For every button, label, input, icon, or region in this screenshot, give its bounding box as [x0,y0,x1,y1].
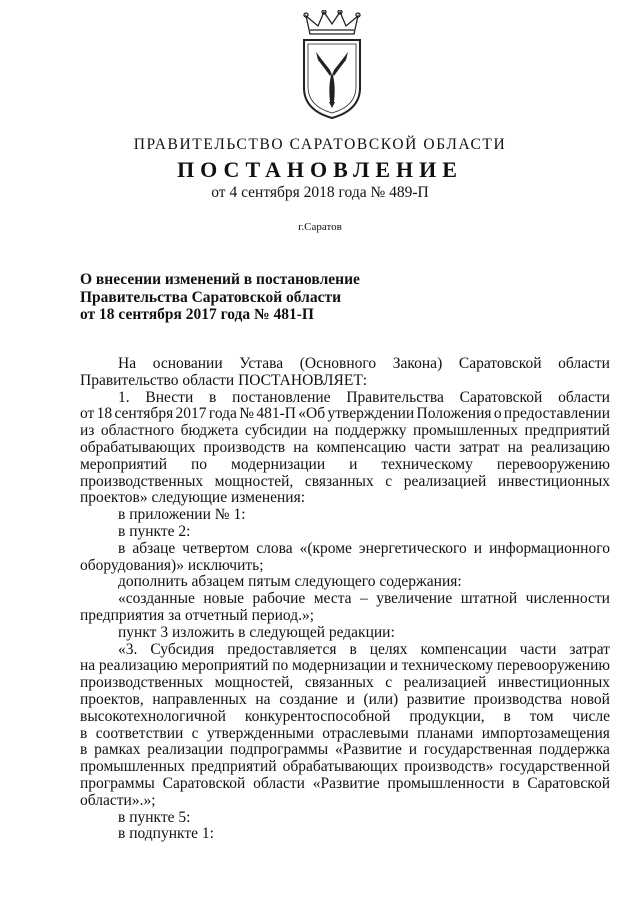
word: техническому [381,455,473,473]
word: по [191,455,208,473]
word: новой [570,690,610,708]
word: и [346,690,355,708]
word: «Развитие [312,774,380,792]
word: Положения [416,405,492,423]
word: промышленных [412,422,518,440]
word: поддержка [539,741,610,759]
word: проектов, [80,690,144,708]
word: поддержку [334,422,407,440]
word: Правительства [346,388,444,406]
word: Саратовской [459,388,543,406]
word: с [385,472,393,490]
word: промышленности [387,774,505,792]
word: новые [203,590,244,608]
word: предоставляется [227,640,337,658]
word: затрат [569,640,610,658]
word: обрабатывающих [80,438,196,456]
word: области [253,774,305,792]
word: (или) [363,690,399,708]
word: энергетического [358,539,467,557]
word: предприятий [524,422,610,440]
body-line [80,591,610,608]
word: абзаце [132,539,176,557]
word: планами [417,724,474,742]
word: информационного [489,539,610,557]
word: места [313,590,352,608]
body-line [80,406,610,423]
word: программы [80,774,155,792]
word: на [507,438,523,456]
word: с [191,724,199,742]
word: производственных [80,674,204,692]
word: штатной [460,590,518,608]
title-line: О внесении изменений в постановление [80,271,360,288]
word: производства [473,690,563,708]
body-line [80,658,610,675]
word: 18 [96,405,113,423]
word: реализацией [403,674,487,692]
word: инвестиционных [497,472,610,490]
body-line: Правительство области ПОСТАНОВЛЯЕТ: [80,371,368,389]
word: целях [369,640,408,658]
word: в [349,640,357,658]
word: с [385,674,393,692]
body-line: в подпункте 1: [118,825,214,843]
word: на [80,657,96,675]
word: государственной [499,758,610,776]
word: Внести [145,388,194,406]
word: 1. [118,388,130,406]
word: субсидии [244,422,307,440]
word: части [519,640,557,658]
word: затрат [458,438,500,456]
word: Саратовской [162,774,246,792]
word: «(кроме [299,539,352,557]
word: конкурентоспособной [244,707,391,725]
title-line: от 18 сентября 2017 года № 481-П [80,306,314,323]
word: том [529,707,554,725]
word: инвестиционных [497,674,610,692]
word: Субсидия [150,640,215,658]
word: из [80,422,95,440]
word: (Основного [299,355,377,372]
word: высокотехнологичной [80,707,226,725]
word: части [414,438,451,456]
word: на [313,422,329,440]
word: связанных [304,674,374,692]
document-date-number: от 4 сентября 2018 года № 489-П [211,184,429,201]
word: направленных [152,690,247,708]
word: перевооружению [496,657,610,675]
word: по [272,657,289,675]
word: развитие [406,690,466,708]
word: в [80,724,88,742]
coat-of-arms-emblem [296,10,368,122]
word: компенсации [420,640,507,658]
body-line [80,541,610,558]
body-line: в пункте 5: [118,808,191,826]
body-line [80,457,610,474]
word: На [118,355,137,372]
body-line [80,675,610,692]
word: Закона) [392,355,443,372]
word: мероприятий [80,455,168,473]
word: «Развитие [334,741,402,759]
word: рабочие [252,590,306,608]
word: «Об [298,405,326,423]
word: «созданные [118,590,195,608]
word: Саратовской [527,774,610,792]
word: мощностей, [214,472,294,490]
document-title [80,271,480,324]
word: связанных [304,472,374,490]
word: в [80,741,88,759]
word: соответствии [95,724,184,742]
word: реализацию [530,438,610,456]
word: и [389,657,398,675]
word: численности [525,590,610,608]
title-line: Правительства Саратовской области [80,288,341,306]
word: импортозамещения [481,724,610,742]
word: промышленных [80,758,186,776]
word: создание [279,690,338,708]
word: года [208,405,237,423]
body-line: предприятия за отчетный период.»; [80,606,315,624]
word: производств» [404,758,494,776]
word: и [349,455,358,473]
body-line [80,440,610,457]
body-line [80,709,610,726]
word: продукции, [409,707,485,725]
word: в [118,539,126,557]
body-line: в пункте 2: [118,522,191,540]
document-body [80,356,610,843]
word: слова [256,539,293,557]
word: на [255,690,271,708]
word: предприятий [191,758,277,776]
word: о [493,405,502,423]
body-line [80,642,610,659]
body-line: в приложении № 1: [118,506,246,524]
document-type: ПОСТАНОВЛЕНИЕ [177,157,463,182]
body-line [80,742,610,759]
word: 2017 [175,405,207,423]
body-line [80,423,610,440]
word: предоставлении [503,405,610,423]
word: реализацию [98,657,178,675]
body-line [80,692,610,709]
word: отраслевыми [322,724,409,742]
word: утверждении [327,405,415,423]
body-line [80,759,610,776]
word: модернизации [231,455,326,473]
word: основании [152,355,223,372]
word: на [293,438,309,456]
word: сентября [114,405,174,423]
word: производств [203,438,286,456]
document-city: г.Саратов [298,221,342,233]
word: реализацией [403,472,487,490]
word: в [503,707,511,725]
word: от [80,405,95,423]
word: модернизации [291,657,387,675]
word: 481-П [256,405,296,423]
word: – [360,590,368,608]
word: государственная [423,741,533,759]
word: области [558,388,610,406]
word: компенсацию [316,438,407,456]
word: областного [100,422,175,440]
body-line: области».»; [80,791,156,809]
word: области [558,355,610,372]
word: Устава [239,355,284,372]
body-line [80,356,610,373]
word: подпрограммы [229,741,329,759]
word: утвержденными [206,724,314,742]
body-line [80,474,610,491]
word: в [512,774,520,792]
word: производственных [80,472,204,490]
word: «3. [118,640,138,658]
body-line [80,390,610,407]
word: четвертом [182,539,250,557]
body-line [80,726,610,743]
word: техническому [401,657,494,675]
word: и [408,741,417,759]
word: бюджета [180,422,239,440]
word: Саратовской [458,355,542,372]
word: рамках [94,741,141,759]
word: постановление [232,388,331,406]
word: № [239,405,255,423]
body-line: оборудования)» исключить; [80,556,264,574]
body-line [80,776,610,793]
word: мощностей, [214,674,294,692]
government-name: ПРАВИТЕЛЬСТВО САРАТОВСКОЙ ОБЛАСТИ [133,136,507,153]
body-line: дополнить абзацем пятым следующего содержания: [118,573,462,591]
word: мероприятий [181,657,269,675]
word: и [473,539,483,557]
word: обрабатывающих [282,758,399,776]
word: реализации [147,741,224,759]
word: в [209,388,217,406]
word: перевооружению [496,455,610,473]
word: числе [572,707,610,725]
body-line: пункт 3 изложить в следующей редакции: [118,623,395,641]
word: увеличение [376,590,453,608]
body-line: проектов» следующие изменения: [80,489,306,507]
